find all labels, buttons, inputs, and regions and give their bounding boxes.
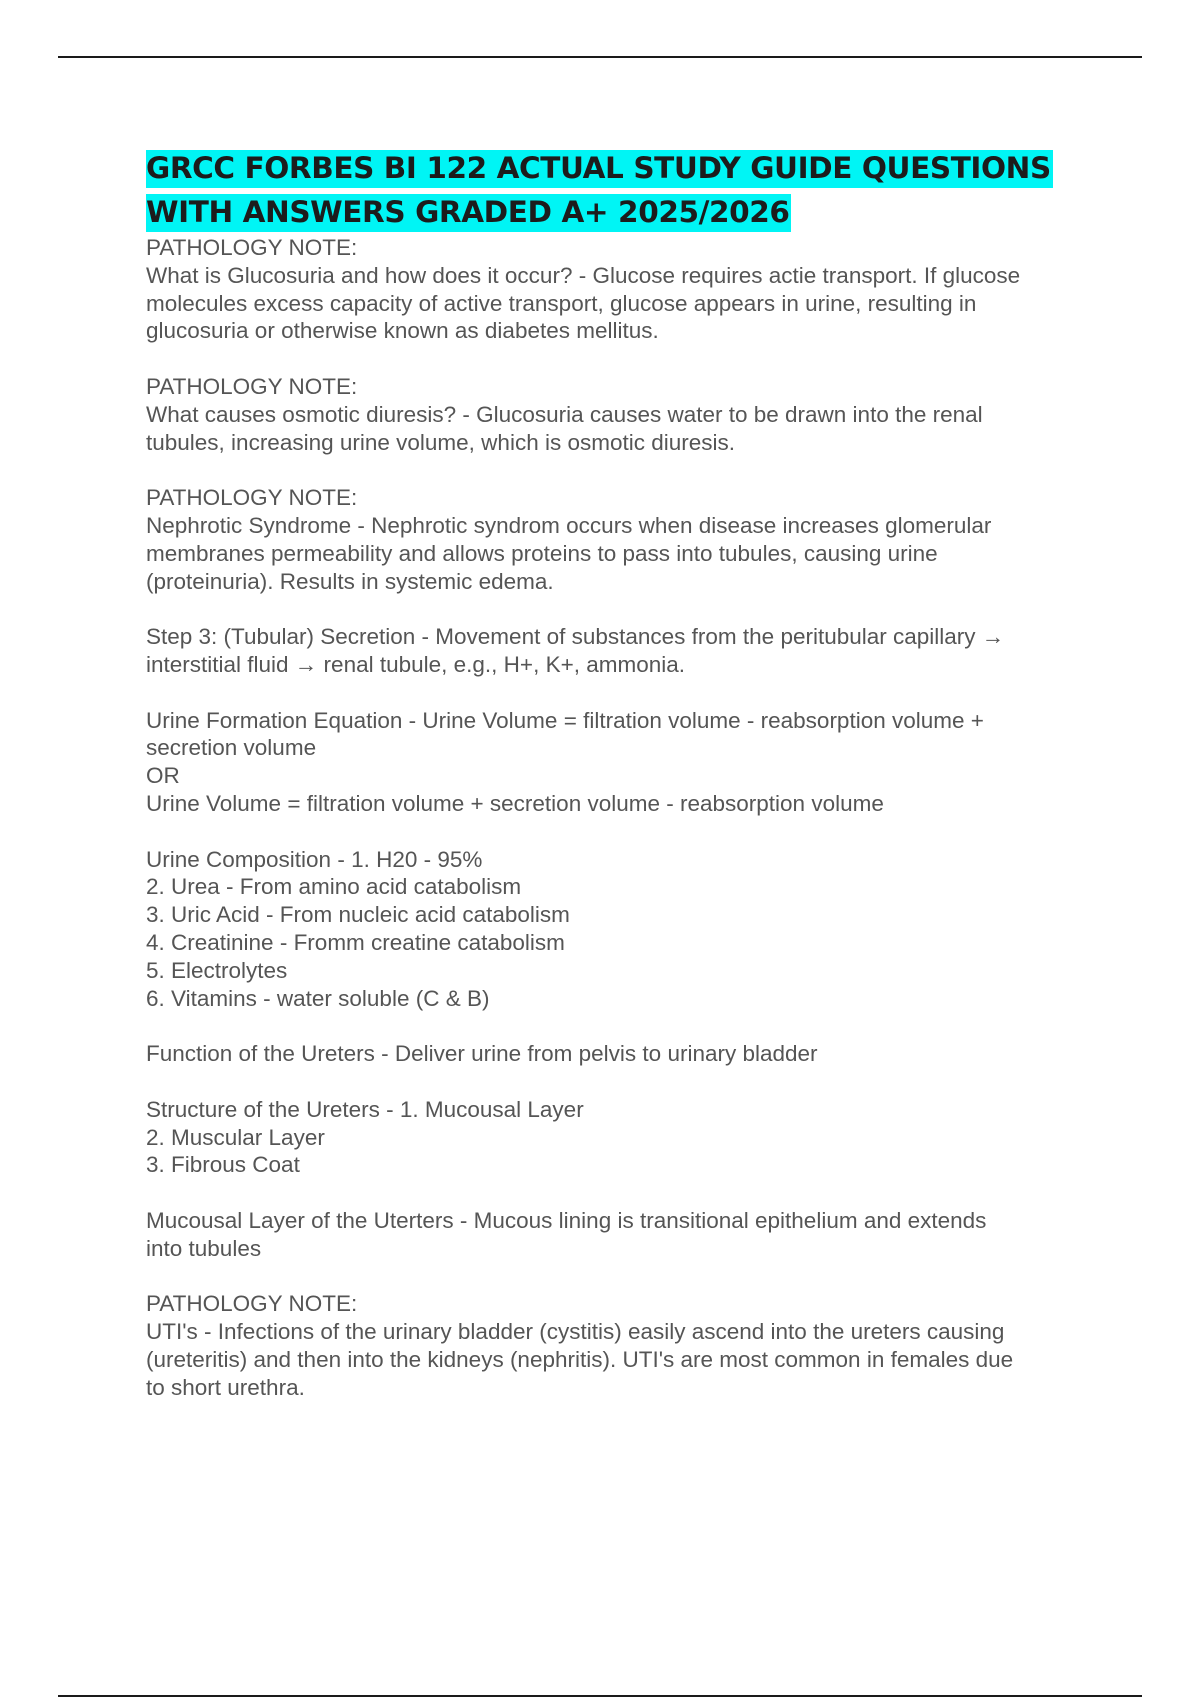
- text-line: (proteinuria). Results in systemic edema.: [146, 568, 554, 594]
- text-line: 4. Creatinine - Fromm creatine catabolism: [146, 929, 565, 955]
- text-line: 5. Electrolytes: [146, 957, 288, 983]
- note-blocks: [146, 234, 1106, 1401]
- text-line: molecules excess capacity of active transport, glucose appears in urine, resulting in: [146, 290, 977, 316]
- note-block: [146, 846, 1106, 1013]
- note-block: [146, 1290, 1106, 1401]
- note-block: [146, 1040, 1106, 1068]
- text-line: into tubules: [146, 1235, 262, 1261]
- text-line: Nephrotic Syndrome - Nephrotic syndrom occurs when disease increases glomerular: [146, 512, 992, 538]
- text-line: to short urethra.: [146, 1374, 305, 1400]
- text-line: Function of the Ureters - Deliver urine from pelvis to urinary bladder: [146, 1041, 818, 1067]
- document-body: [146, 146, 1106, 1429]
- note-block: [146, 234, 1106, 345]
- text-line: Mucousal Layer of the Uterters - Mucous lining is transitional epithelium and extends: [146, 1207, 987, 1233]
- text-line: 2. Urea - From amino acid catabolism: [146, 874, 522, 900]
- note-block: [146, 707, 1106, 818]
- note-block: [146, 1207, 1106, 1263]
- text-line: glucosuria or otherwise known as diabetes mellitus.: [146, 318, 659, 344]
- text-line: 3. Fibrous Coat: [146, 1152, 300, 1178]
- text-line: Structure of the Ureters - 1. Mucousal Layer: [146, 1096, 584, 1122]
- text-line: PATHOLOGY NOTE:: [146, 373, 358, 399]
- note-block: [146, 623, 1106, 679]
- document-title: [146, 146, 1106, 234]
- text-line: Urine Formation Equation - Urine Volume = filtration volume - reabsorption volume +: [146, 707, 984, 733]
- text-line: tubules, increasing urine volume, which is osmotic diuresis.: [146, 429, 736, 455]
- text-line: 2. Muscular Layer: [146, 1124, 325, 1150]
- title-line-1: GRCC FORBES BI 122 ACTUAL STUDY GUIDE QUESTIONS: [146, 150, 1053, 188]
- text-line: (ureteritis) and then into the kidneys (nephritis). UTI's are most common in females due: [146, 1346, 1014, 1372]
- text-line: Urine Composition - 1. H20 - 95%: [146, 846, 483, 872]
- text-line: PATHOLOGY NOTE:: [146, 485, 358, 511]
- bottom-rule: [58, 1695, 1142, 1697]
- text-line: Urine Volume = filtration volume + secretion volume - reabsorption volume: [146, 790, 884, 816]
- text-line: PATHOLOGY NOTE:: [146, 1291, 358, 1317]
- note-block: [146, 373, 1106, 456]
- text-line: What causes osmotic diuresis? - Glucosuria causes water to be drawn into the renal: [146, 401, 983, 427]
- text-line: membranes permeability and allows proteins to pass into tubules, causing urine: [146, 540, 938, 566]
- text-line: UTI's - Infections of the urinary bladder (cystitis) easily ascend into the ureters causing: [146, 1319, 1005, 1345]
- note-block: [146, 484, 1106, 595]
- text-line: PATHOLOGY NOTE:: [146, 235, 358, 260]
- text-line: What is Glucosuria and how does it occur? - Glucose requires actie transport. If glucose: [146, 262, 1021, 288]
- text-line: 3. Uric Acid - From nucleic acid catabolism: [146, 902, 570, 928]
- title-line-2: WITH ANSWERS GRADED A+ 2025/2026: [146, 194, 791, 232]
- text-line: interstitial fluid → renal tubule, e.g., H+, K+, ammonia.: [146, 651, 686, 677]
- text-line: 6. Vitamins - water soluble (C & B): [146, 985, 490, 1011]
- note-block: [146, 1096, 1106, 1179]
- text-line: Step 3: (Tubular) Secretion - Movement of substances from the peritubular capillary →: [146, 624, 1005, 650]
- text-line: secretion volume: [146, 735, 317, 761]
- top-rule: [58, 56, 1142, 58]
- text-line: OR: [146, 763, 180, 789]
